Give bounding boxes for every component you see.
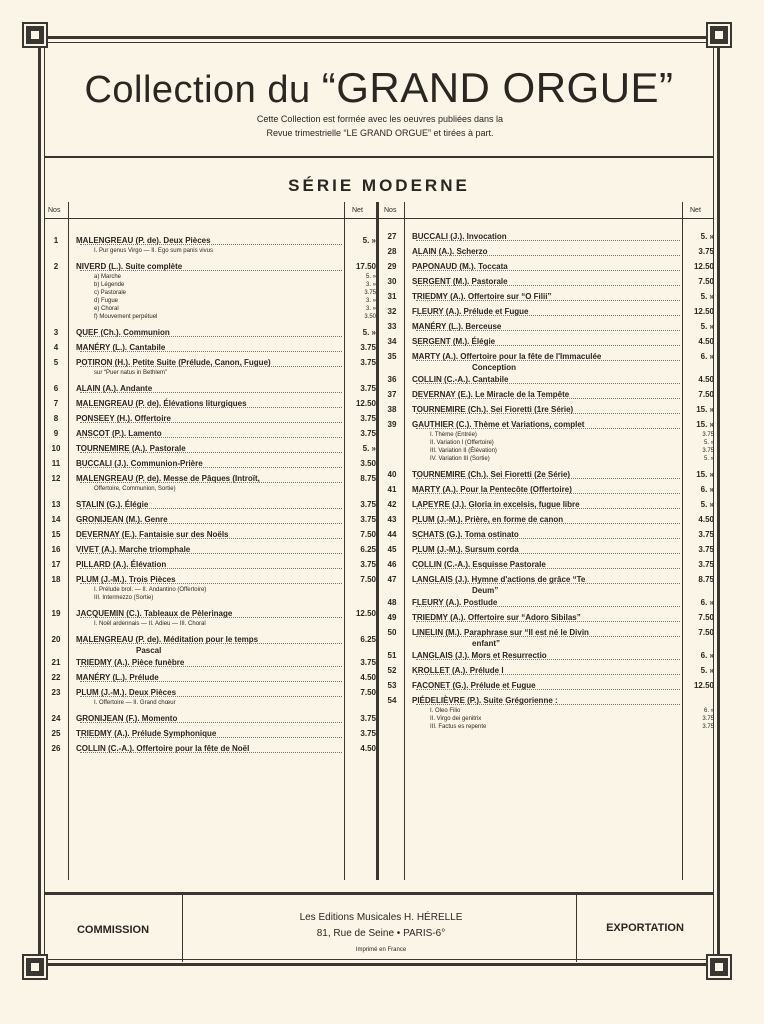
entry-price: 15. » [696,470,714,479]
entry-number: 37 [387,390,397,399]
entry-number: 34 [387,337,397,346]
entry-title-continued: Conception [472,363,516,372]
entry-number: 5 [53,358,59,367]
entry-subtitle: IV. Variation III (Sortie) [430,456,490,462]
entry-title: TRIEDMY (A.). Offertoire sur “O Filii” [412,292,552,301]
entry-price: 4.50 [698,337,714,346]
entry-price: 3.75 [360,414,376,423]
entry-title: PLUM (J.-M.). Prière, en forme de canon [412,515,564,524]
entry-title: STALIN (G.). Élégie [76,500,149,509]
entry-title-continued: enfant” [472,639,500,648]
entry-price: 3.50 [360,459,376,468]
entry-title: TRIEDMY (A.). Pièce funèbre [76,658,185,667]
entry-price: 5. » [700,322,714,331]
subtitle [150,112,610,140]
entry-subprice: 3. » [365,306,376,312]
entry-title: TRIEDMY (A.). Offertoire sur “Adoro Sibilas” [412,613,581,622]
entry-price: 15. » [696,420,714,429]
entry-subprice: 3.75 [702,432,714,438]
column-head-rule [44,218,714,219]
entry-number: 33 [387,322,397,331]
center-divider [376,202,379,880]
entry-price: 6. » [700,598,714,607]
entry-subprice: 3. » [365,282,376,288]
catalogue-entry [48,714,376,724]
entry-price: 8.75 [360,474,376,483]
entry-price: 5. » [362,328,376,337]
corner-ornament-top-left [24,24,46,46]
publisher-address: 81, Rue de Seine • PARIS-6° [316,928,446,939]
catalogue-entry [384,651,712,661]
entry-title: QUEF (Ch.). Communion [76,328,170,337]
title-main: “GRAND ORGUE” [321,64,674,111]
catalogue-entry [384,405,712,415]
entry-subtitle: I. Noël ardennais — II. Adieu — III. Choral [94,621,206,627]
entry-subtitle: III. Factus es repente [430,724,487,730]
entry-price: 12.50 [693,262,714,271]
entry-title: PONSEEY (H.). Offertoire [76,414,171,423]
entry-title: JACQUEMIN (C.). Tableaux de Pèlerinage [76,609,233,618]
catalogue-entry [384,262,712,272]
entry-subtitle: II. Variation I (Offertoire) [430,440,494,446]
entry-number: 46 [387,560,397,569]
catalogue-entry [48,688,376,698]
footer-publisher [186,910,576,958]
catalogue-entry [48,444,376,454]
catalogue-entry [384,352,712,362]
entry-subprice: 3.75 [364,290,376,296]
entry-price: 12.50 [355,609,376,618]
catalogue-entry [48,384,376,394]
entry-price: 5. » [362,444,376,453]
catalogue-entry [48,530,376,540]
entry-number: 30 [387,277,397,286]
catalogue-entry [384,420,712,430]
entry-number: 49 [387,613,397,622]
entry-price: 3.75 [360,729,376,738]
entry-number: 9 [53,429,59,438]
entry-title: MALENGREAU (P. de). Messe de Pâques (Introït, [76,474,260,483]
entry-price: 12.50 [693,681,714,690]
entry-title: PLUM (J.-M.). Sursum corda [412,545,519,554]
catalogue-entry [48,343,376,353]
entry-number: 7 [53,399,59,408]
entry-price: 3.75 [360,658,376,667]
entry-price: 6. » [700,352,714,361]
entry-title-continued: Deum” [472,586,499,595]
series-title: SÉRIE MODERNE [288,176,470,195]
entry-price: 8.75 [698,575,714,584]
entry-number: 50 [387,628,397,637]
left-col-price-label: Net [352,207,363,214]
entry-number: 12 [51,474,61,483]
entry-title: TOURNEMIRE (Ch.). Sei Fioretti (2e Série) [412,470,571,479]
entry-price: 5. » [362,236,376,245]
entry-title: POTIRON (H.). Petite Suite (Prélude, Canon, Fugue) [76,358,271,367]
entry-title-continued: Pascal [136,646,162,655]
entry-price: 3.75 [360,358,376,367]
entry-price: 5. » [700,666,714,675]
entry-title: BUCCALI (J.). Communion-Prière [76,459,203,468]
catalogue-entry [384,375,712,385]
entry-number: 10 [51,444,61,453]
entry-subtitle: I. Prélude brol. — II. Andantino (Offertoire) [94,587,207,593]
catalogue-entry [48,609,376,619]
footer-commission: COMMISSION [76,924,150,936]
entry-number: 21 [51,658,61,667]
catalogue-entry [384,500,712,510]
entry-title: FACONET (G.). Prélude et Fugue [412,681,536,690]
entry-number: 45 [387,545,397,554]
right-price-divider [682,202,683,880]
catalogue-entry [48,236,376,246]
entry-price: 6. » [700,485,714,494]
entry-price: 5. » [700,500,714,509]
catalogue-entry [384,277,712,287]
entry-subtitle: a) Marche [94,274,122,280]
entry-subtitle: c) Pastorale [94,290,127,296]
entry-number: 52 [387,666,397,675]
entry-title: PAPONAUD (M.). Toccata [412,262,508,271]
catalogue-entry [48,328,376,338]
entry-number: 40 [387,470,397,479]
entry-number: 22 [51,673,61,682]
right-col-num-label: Nos [384,207,397,214]
entry-number: 13 [51,500,61,509]
entry-price: 3.75 [698,560,714,569]
entry-title: PLUM (J.-M.). Trois Pièces [76,575,176,584]
entry-title: ANSCOT (P.). Lamento [76,429,162,438]
entry-number: 19 [51,609,61,618]
entry-price: 7.50 [360,688,376,697]
catalogue-entry [48,744,376,754]
entry-title: MANÉRY (L.). Berceuse [412,322,502,331]
catalogue-entry [384,322,712,332]
catalogue-entry [384,292,712,302]
entry-title: LANGLAIS (J.). Mors et Resurrectio [412,651,547,660]
entry-subtitle: III. Intermezzo (Sortie) [94,595,154,601]
catalogue-entry [384,545,712,555]
entry-title: GRONIJEAN (M.). Genre [76,515,168,524]
entry-title: VIVET (A.). Marche triomphale [76,545,191,554]
catalogue-entry [384,613,712,623]
entry-subtitle: I. Pur genus Virgo — II. Ego sum panis vivus [94,248,213,254]
entry-number: 41 [387,485,397,494]
entry-title: DEVERNAY (E.). Fantaisie sur des Noëls [76,530,229,539]
entry-title: FLEURY (A.). Prélude et Fugue [412,307,529,316]
entry-title: ALAIN (A.). Andante [76,384,153,393]
entry-number: 16 [51,545,61,554]
entry-subprice: 3. » [365,298,376,304]
entry-title: PIÉDELIÈVRE (P.). Suite Grégorienne : [412,696,558,705]
entry-title: PLUM (J.-M.). Deux Pièces [76,688,177,697]
entry-title: BUCCALI (J.). Invocation [412,232,507,241]
entry-number: 32 [387,307,397,316]
printed-note: Imprimé en France [355,947,407,953]
catalogue-entry [384,247,712,257]
catalogue-entry [48,673,376,683]
catalogue-entry [48,575,376,585]
entry-price: 3.75 [360,500,376,509]
entry-price: 7.50 [698,628,714,637]
entry-subtitle: e) Choral [94,306,119,312]
entry-title: MANÉRY (L.). Prélude [76,673,159,682]
catalogue-entry [48,429,376,439]
entry-number: 23 [51,688,61,697]
catalogue-entry [384,681,712,691]
entry-title: MALENGREAU (P. de). Élévations liturgiques [76,399,247,408]
entry-number: 29 [387,262,397,271]
entry-number: 15 [51,530,61,539]
catalogue-entry [384,575,712,585]
entry-number: 35 [387,352,397,361]
entry-subprice: 5. » [365,274,376,280]
entry-price: 5. » [700,292,714,301]
entry-title: PILLARD (A.). Élévation [76,560,167,569]
title-prefix: Collection du [84,69,311,111]
entry-subtitle: I. Thème (Entrée) [430,432,477,438]
entry-number: 2 [53,262,59,271]
catalogue-entry [384,696,712,706]
entry-subtitle: II. Virgo dei genitrix [430,716,482,722]
entry-price: 3.75 [698,545,714,554]
left-price-divider [344,202,345,880]
entry-title: ALAIN (A.). Scherzo [412,247,488,256]
entry-title: MARTY (A.). Pour la Pentecôte (Offertoire) [412,485,572,494]
entry-title: NIVERD (L.). Suite complète [76,262,183,271]
right-col-price-label: Net [690,207,701,214]
catalogue-entry [384,560,712,570]
entry-title: SERGENT (M.). Élégie [412,337,496,346]
footer-right-divider [576,894,577,962]
entry-number: 47 [387,575,397,584]
entry-subtitle: III. Variation II (Élévation) [430,448,497,454]
catalogue-entry [48,474,376,484]
entry-price: 3.75 [360,429,376,438]
entry-price: 6. » [700,651,714,660]
entry-title: GAUTHIER (C.). Thème et Variations, complet [412,420,585,429]
corner-ornament-bottom-left [24,956,46,978]
entry-number: 8 [53,414,59,423]
entry-number: 3 [53,328,59,337]
subtitle-line-1: Cette Collection est formée avec les oeuvres publiées dans la [256,114,504,124]
catalogue-entry [384,598,712,608]
entry-subprice: 5. » [703,440,714,446]
entry-number: 17 [51,560,61,569]
catalogue-entry [384,307,712,317]
entry-subtitle: I. Oleo Filio [430,708,461,714]
entry-number: 36 [387,375,397,384]
entry-price: 4.50 [360,673,376,682]
entry-price: 3.75 [698,530,714,539]
entry-price: 4.50 [698,375,714,384]
entry-title: MALENGREAU (P. de). Méditation pour le temps [76,635,259,644]
entry-subtitle: Offertoire, Communion, Sortie) [94,486,176,492]
entry-price: 12.50 [355,399,376,408]
entry-number: 51 [387,651,397,660]
entry-number: 44 [387,530,397,539]
entry-title: DEVERNAY (E.). Le Miracle de la Tempête [412,390,570,399]
entry-price: 7.50 [698,390,714,399]
entry-title: FLEURY (A.). Postlude [412,598,498,607]
entry-number: 1 [53,236,59,245]
entry-title: TRIEDMY (A.). Prélude Symphonique [76,729,217,738]
left-col-num-label: Nos [48,207,61,214]
entry-number: 6 [53,384,59,393]
catalogue-entry [48,515,376,525]
entry-number: 39 [387,420,397,429]
entry-number: 28 [387,247,397,256]
entry-subtitle: b) Légende [94,282,125,288]
entry-title: MARTY (A.). Offertoire pour la fête de l'Immaculée [412,352,602,361]
entry-price: 6.25 [360,545,376,554]
entry-title: MALENGREAU (P. de). Deux Pièces [76,236,211,245]
entry-subprice: 5. » [703,456,714,462]
entry-title: TOURNEMIRE (A.). Pastorale [76,444,186,453]
entry-number: 53 [387,681,397,690]
subtitle-line-2: Revue trimestrielle “LE GRAND ORGUE” et tirées à part. [266,128,494,138]
entry-title: COLLIN (C.-A.). Offertoire pour la fête de Noël [76,744,250,753]
entry-price: 7.50 [698,613,714,622]
entry-title: LAPEYRE (J.). Gloria in excelsis, fugue libre [412,500,580,509]
entry-price: 7.50 [698,277,714,286]
catalogue-entry [48,262,376,272]
catalogue-entry [48,545,376,555]
entry-price: 6.25 [360,635,376,644]
entry-price: 3.75 [360,714,376,723]
entry-price: 3.75 [360,560,376,569]
header-divider [44,156,714,158]
corner-ornament-top-right [708,24,730,46]
publisher-name: Les Editions Musicales H. HÉRELLE [299,912,463,923]
entry-title: COLLIN (C.-A.). Esquisse Pastorale [412,560,546,569]
entry-number: 20 [51,635,61,644]
entry-price: 15. » [696,405,714,414]
entry-title: MANÉRY (L.). Cantabile [76,343,166,352]
entry-number: 4 [53,343,59,352]
entry-title: LANGLAIS (J.). Hymne d'actions de grâce “Te [412,575,586,584]
catalogue-entry [384,232,712,242]
catalogue-entry [48,500,376,510]
footer-left-divider [182,894,183,962]
entry-price: 4.50 [698,515,714,524]
catalogue-entry [48,358,376,368]
catalogue-entry [48,729,376,739]
catalogue-entry [384,515,712,525]
entry-price: 3.75 [698,247,714,256]
entry-number: 24 [51,714,61,723]
catalogue-entry [48,399,376,409]
entry-number: 48 [387,598,397,607]
entry-title: COLLIN (C.-A.). Cantabile [412,375,509,384]
footer-exportation: EXPORTATION [606,922,684,934]
entry-title: SERGENT (M.). Pastorale [412,277,508,286]
entry-number: 11 [51,459,61,468]
entry-price: 5. » [700,232,714,241]
entry-price: 3.75 [360,384,376,393]
entry-title: SCHATS (G.). Toma ostinato [412,530,519,539]
entry-number: 54 [387,696,397,705]
entry-price: 7.50 [360,530,376,539]
entry-subtitle: sur “Puer natus in Bethlem” [94,370,168,376]
entry-number: 31 [387,292,397,301]
catalogue-entry [384,628,712,638]
catalogue-entry [48,635,376,645]
entry-title: TOURNEMIRE (Ch.). Sei Fioretti (1re Série) [412,405,574,414]
entry-subprice: 6. » [703,708,714,714]
entry-price: 7.50 [360,575,376,584]
entry-subprice: 3.75 [702,716,714,722]
entry-price: 12.50 [693,307,714,316]
entry-subtitle: d) Fugue [94,298,119,304]
entry-number: 14 [51,515,61,524]
catalogue-entry [384,485,712,495]
entry-price: 4.50 [360,744,376,753]
catalogue-entry [48,414,376,424]
entry-subtitle: I. Offertoire — II. Grand chœur [94,700,176,706]
entry-subtitle: f) Mouvement perpétuel [94,314,158,320]
entry-number: 18 [51,575,61,584]
catalogue-entry [384,470,712,480]
entry-number: 38 [387,405,397,414]
entry-price: 17.50 [355,262,376,271]
catalogue-entry [48,658,376,668]
catalogue-entry [48,459,376,469]
entry-subprice: 3.50 [364,314,376,320]
entry-number: 25 [51,729,61,738]
entry-title: GRONIJEAN (F.). Momento [76,714,178,723]
entry-price: 3.75 [360,343,376,352]
catalogue-entry [384,666,712,676]
entry-number: 27 [387,232,397,241]
entry-number: 42 [387,500,397,509]
entry-subprice: 3.75 [702,448,714,454]
entry-number: 43 [387,515,397,524]
catalogue-entry [48,560,376,570]
right-num-divider [404,202,405,880]
catalogue-entry [384,390,712,400]
page-title [44,64,714,112]
catalogue-entry [384,337,712,347]
entry-price: 3.75 [360,515,376,524]
entry-number: 26 [51,744,61,753]
entry-title: LINELIN (M.). Paraphrase sur “Il est né le Divin [412,628,589,637]
left-num-divider [68,202,69,880]
entry-subprice: 3.75 [702,724,714,730]
entry-title: KROLLET (A.). Prélude I [412,666,504,675]
catalogue-entry [384,530,712,540]
